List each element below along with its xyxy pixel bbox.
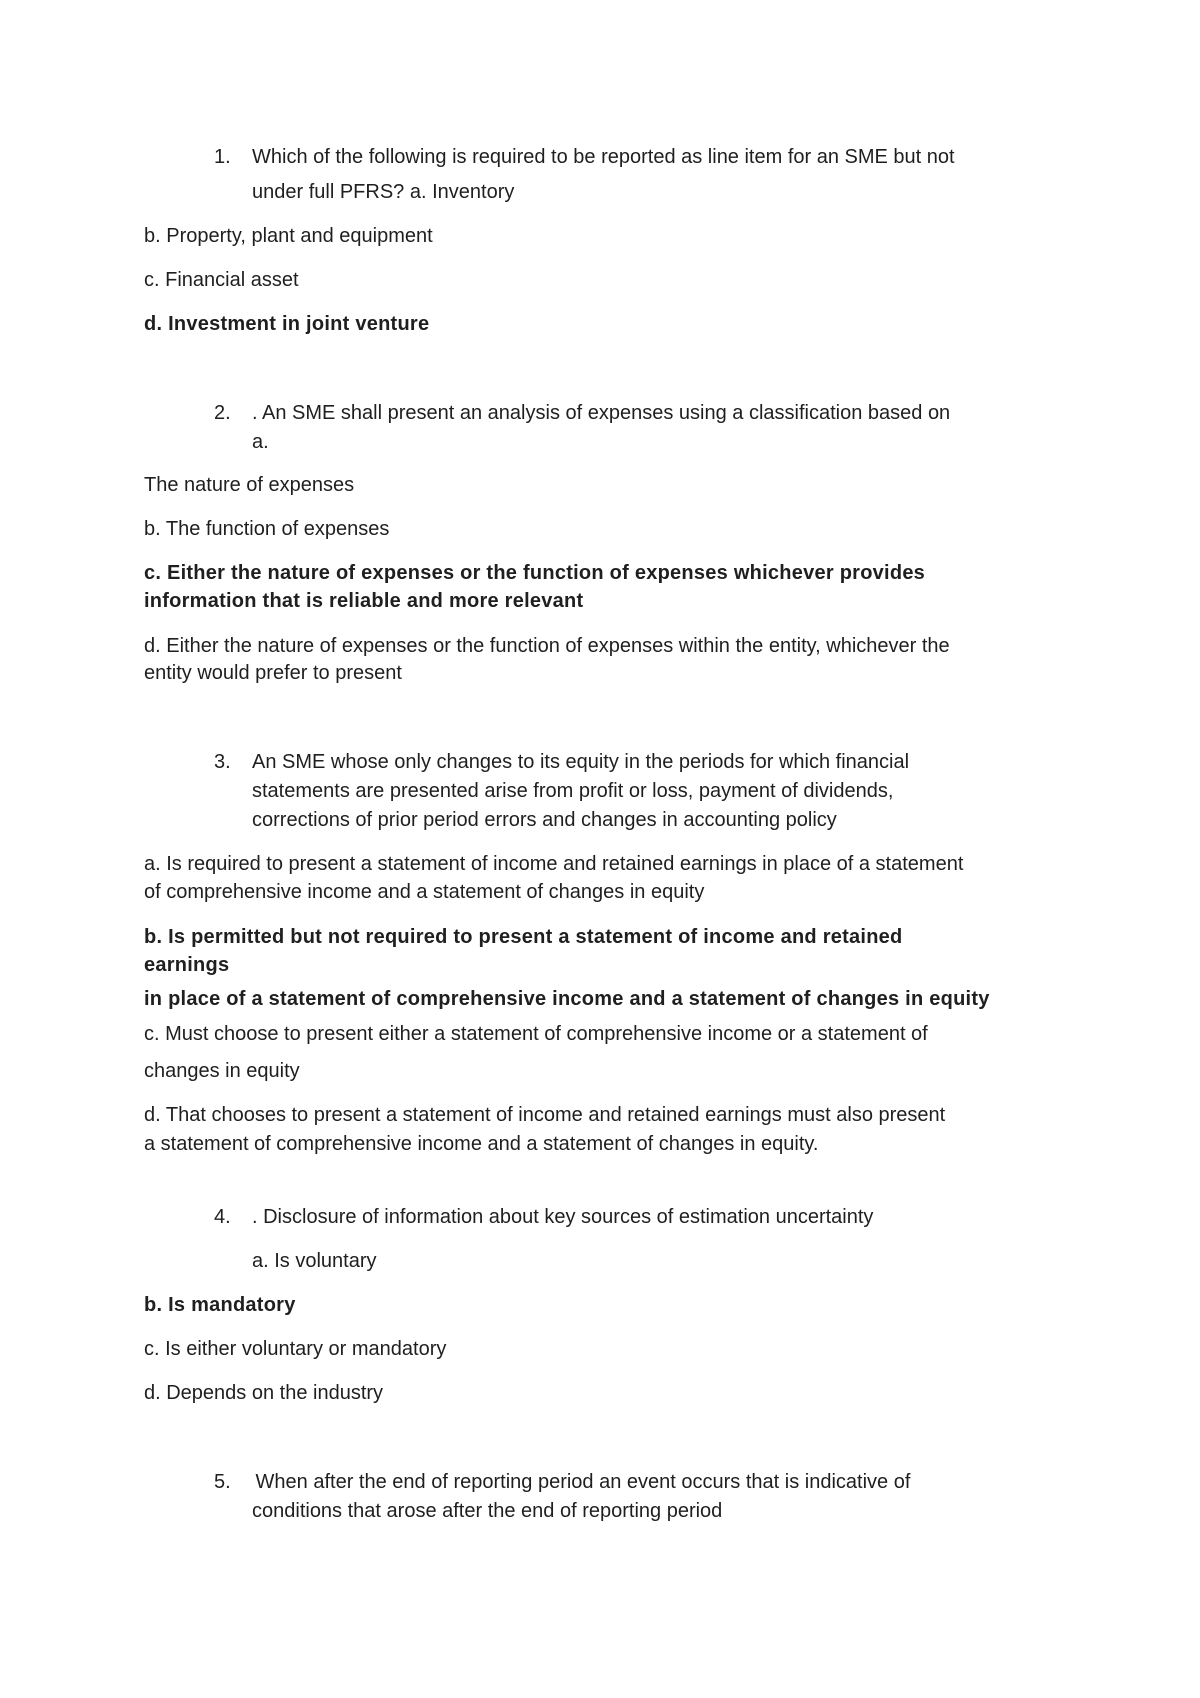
question-text: under full PFRS? a. Inventory — [252, 181, 515, 203]
correct-answer-option: b. Is permitted but not required to present a statement of income and retained — [144, 926, 903, 948]
correct-answer-option: d. Investment in joint venture — [144, 313, 430, 335]
correct-answer-option: c. Either the nature of expenses or the function of expenses whichever provides — [144, 562, 926, 584]
answer-option: b. Property, plant and equipment — [144, 225, 433, 247]
answer-option: d. Depends on the industry — [144, 1382, 384, 1404]
answer-option: changes in equity — [144, 1060, 300, 1082]
question-number: 3. — [214, 751, 231, 773]
question-text: statements are presented arise from profit or loss, payment of dividends, — [252, 780, 894, 802]
question-number: 2. — [214, 402, 231, 424]
correct-answer-option: b. Is mandatory — [144, 1294, 296, 1316]
question-text: . Disclosure of information about key sources of estimation uncertainty — [252, 1206, 874, 1228]
question-text: conditions that arose after the end of reporting period — [252, 1500, 723, 1522]
answer-option: b. The function of expenses — [144, 518, 390, 540]
answer-option: c. Financial asset — [144, 269, 299, 291]
question-number: 5. — [214, 1471, 231, 1493]
correct-answer-option: information that is reliable and more relevant — [144, 590, 584, 612]
answer-option: a statement of comprehensive income and a statement of changes in equity. — [144, 1133, 819, 1155]
question-text: . An SME shall present an analysis of expenses using a classification based on — [252, 402, 951, 424]
question-text: corrections of prior period errors and changes in accounting policy — [252, 809, 837, 831]
question-text: When after the end of reporting period an event occurs that is indicative of — [250, 1471, 911, 1493]
question-text: a. — [252, 431, 269, 453]
correct-answer-option: in place of a statement of comprehensive income and a statement of changes in equity — [144, 988, 990, 1010]
answer-option: entity would prefer to present — [144, 662, 402, 684]
answer-option: of comprehensive income and a statement of changes in equity — [144, 881, 705, 903]
answer-option: d. Either the nature of expenses or the function of expenses within the entity, whichever the — [144, 635, 950, 657]
question-number: 4. — [214, 1206, 231, 1228]
answer-option: c. Must choose to present either a statement of comprehensive income or a statement of — [144, 1023, 928, 1045]
question-text: Which of the following is required to be reported as line item for an SME but not — [252, 146, 955, 168]
correct-answer-option: earnings — [144, 954, 230, 976]
answer-option: a. Is voluntary — [252, 1250, 377, 1272]
question-number: 1. — [214, 146, 231, 168]
answer-option: c. Is either voluntary or mandatory — [144, 1338, 447, 1360]
question-text: An SME whose only changes to its equity in the periods for which financial — [252, 751, 910, 773]
answer-option: The nature of expenses — [144, 474, 355, 496]
answer-option: d. That chooses to present a statement of income and retained earnings must also present — [144, 1104, 946, 1126]
answer-option: a. Is required to present a statement of income and retained earnings in place of a statement — [144, 853, 964, 875]
